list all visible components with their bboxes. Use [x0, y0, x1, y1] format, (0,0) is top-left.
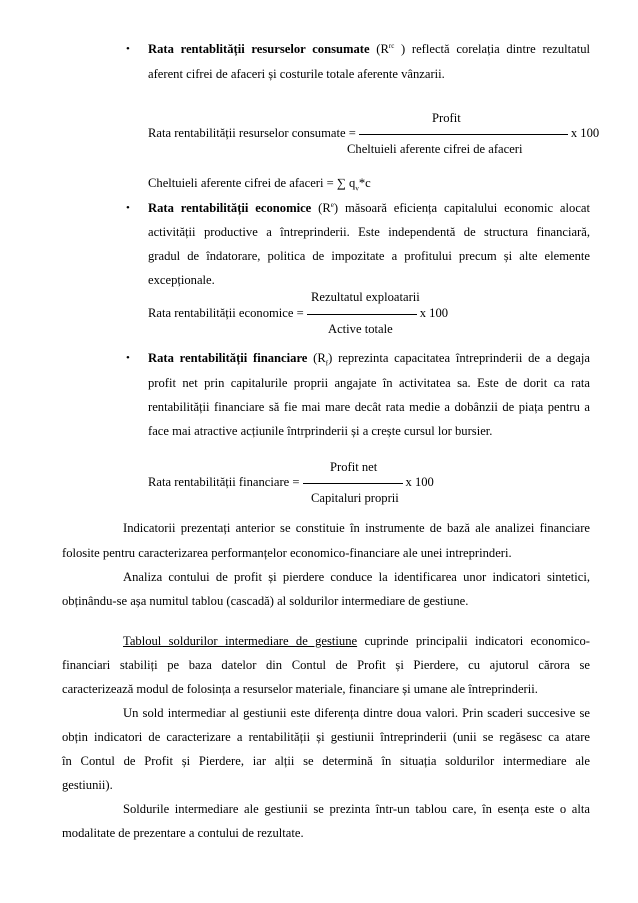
- formula3: [148, 474, 434, 490]
- paragraph5-line1: Soldurile intermediare ale gestiunii se prezinta într-un tablou care, în esența este o alta: [123, 802, 590, 816]
- section2-line3: gradul de îndatorare, politica de impozitate a profitului precum și alte elemente: [148, 249, 590, 263]
- section2-line1: Rata rentabilității economice $(R^e)$ măsoară eficiența capitalului economic alocat: [148, 200, 590, 215]
- formula3-mult: x 100: [405, 475, 434, 489]
- section2-title: Rata rentabilității economice: [148, 201, 312, 215]
- section1-title: Rata rentablității resurselor consumate: [148, 42, 370, 56]
- formula1: [148, 125, 599, 141]
- formula3-lhs: Rata rentabilității financiare =: [148, 475, 300, 489]
- formula2-numerator: Rezultatul exploatarii: [311, 290, 420, 304]
- section-heading-link: Tabloul soldurilor intermediare de gestiune: [123, 634, 358, 648]
- paragraph3-line1: Tabloul soldurilor intermediare de gestiune cuprinde principalii indicatori economico-: [123, 634, 590, 648]
- section1-line1: Rata rentablității resurselor consumate ($R^{rc}$ ) reflectă corelația dintre rezultatul: [148, 41, 591, 56]
- paragraph5-line2: modalitate de prezentare a contului de rezultate.: [62, 826, 304, 840]
- bullet-3: •: [126, 352, 130, 364]
- paragraph1-line1: Indicatorii prezentați anterior se constituie în instrumente de bază ale analizei financiare: [123, 521, 590, 535]
- formula2: [148, 305, 448, 321]
- bullet-2: •: [126, 202, 130, 214]
- section1-line2: aferent cifrei de afaceri și costurile totale aferente vânzarii.: [148, 67, 445, 81]
- section3-line4: face mai atractive acțiunile întrprinderii și a crește cursul lor bursier.: [148, 424, 493, 438]
- fraction-bar: [307, 314, 417, 315]
- paragraph4-line1: Un sold intermediar al gestiunii este diferența dintre doua valori. Prin scaderi succesive se: [123, 706, 590, 720]
- section3-line3: rentabilității financiare să fie mai mare decât rata medie a dobânzii de piața pentru a: [148, 400, 590, 414]
- paragraph4-line3: în Contul de Profit și Pierdere, iar alții se determină în situația soldurilor intermediare ale: [62, 754, 590, 768]
- paragraph3-line2: financiari stabiliți pe baza datelor din Contul de Profit și Pierdere, cu ajutorul cărora se: [62, 658, 590, 672]
- bullet-1: •: [126, 43, 130, 55]
- paragraph2-line1: Analiza contului de profit și pierdere conduce la identificarea unor indicatori sintetici,: [123, 570, 590, 584]
- fraction-bar: [359, 134, 568, 135]
- paragraph4-line4: gestiunii).: [62, 778, 113, 792]
- formula1-mult: x 100: [570, 126, 600, 140]
- formula2-mult: x 100: [419, 306, 449, 320]
- formula3-denominator: Capitaluri proprii: [311, 491, 399, 505]
- fraction-bar: [303, 483, 403, 484]
- formula1-numerator: Profit: [432, 111, 461, 125]
- section3-line1: Rata rentabilității financiare $(R_f)$ reprezinta capacitatea întreprinderii de a degaja: [148, 351, 590, 368]
- formula1-denominator: Cheltuieli aferente cifrei de afaceri: [347, 142, 523, 156]
- section2-line4: excepționale.: [148, 273, 215, 287]
- formula2-denominator: Active totale: [328, 322, 393, 336]
- formula3-numerator: Profit net: [330, 460, 378, 474]
- paragraph3-line3: caracterizează modul de folosința a resurselor materiale, financiare și umane ale întreprinderii.: [62, 682, 538, 696]
- paragraph4-line2: obțin indicatori de caracterizare a rentabilității și gestiunii întreprinderii (unii se regăsesc ca atare: [62, 730, 590, 744]
- formula1-definition: Cheltuieli aferente cifrei de afaceri = ∑ $q_v*c$: [148, 176, 371, 193]
- section2-line2: activității productive a întreprinderii. Este independentă de structura financiară,: [148, 225, 590, 239]
- paragraph1-line2: folosite pentru caracterizarea performanțelor economico-financiare ale unei intreprinderi.: [62, 546, 512, 560]
- formula2-lhs: Rata rentabilității economice =: [148, 306, 304, 320]
- formula1-lhs: Rata rentabilității resurselor consumate =: [148, 126, 356, 140]
- paragraph2-line2: obținându-se așa numitul tablou (cascadă) al soldurilor intermediare de gestiune.: [62, 594, 469, 608]
- section3-title: Rata rentabilității financiare: [148, 351, 308, 365]
- section3-line2: profit net prin capitalurile proprii angajate în activitatea sa. Este de dorit ca rata: [148, 376, 590, 390]
